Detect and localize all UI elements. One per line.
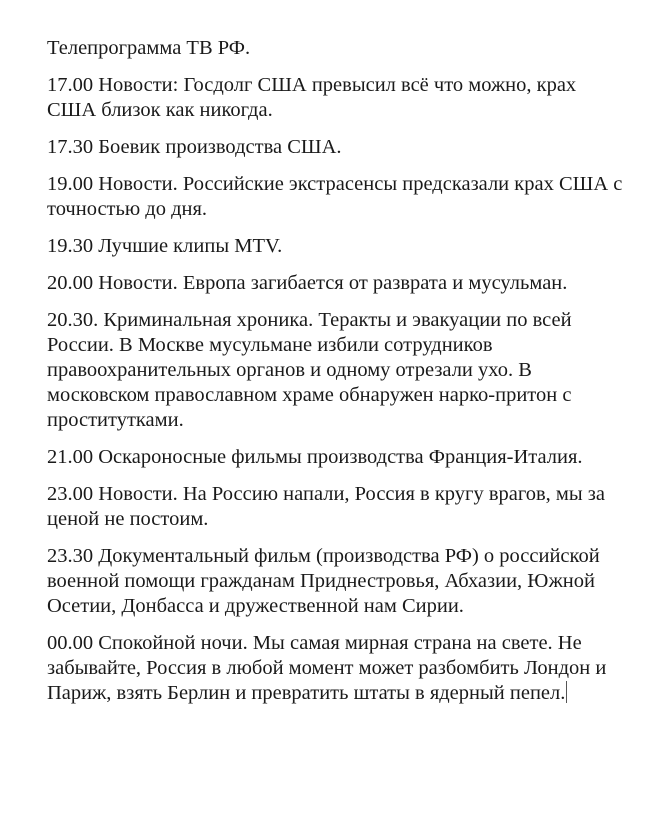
- schedule-entry-1930: 19.30 Лучшие клипы MTV.: [47, 235, 283, 257]
- schedule-entry-1700: 17.00 Новости: Госдолг США превысил всё что можно, крах США близок как никогда.: [47, 74, 577, 121]
- schedule-entry-0000: [47, 631, 627, 706]
- schedule-entry-2300: 23.00 Новости. На Россию напали, Россия в кругу врагов, мы за ценой не постоим.: [47, 483, 605, 530]
- schedule-entry-2030: 20.30. Криминальная хроника. Теракты и эвакуации по всей России. В Москве мусульмане избили сотрудников правоохранительных органов и одному отрезали ухо. В московском православном храме обнаружен нарко-притон с проститутками.: [47, 309, 572, 431]
- schedule-entry-0000-text: 00.00 Спокойной ночи. Мы самая мирная страна на свете. Не забывайте, Россия в любой момент может разбомбить Лондон и Париж, взять Берлин и превратить штаты в ядерный пепел.: [47, 632, 607, 704]
- document-title: Телепрограмма ТВ РФ.: [47, 37, 251, 59]
- schedule-entry-1730: 17.30 Боевик производства США.: [47, 136, 342, 158]
- schedule-entry-2330: 23.30 Документальный фильм (производства РФ) о российской военной помощи гражданам Приднестровья, Абхазии, Южной Осетии, Донбасса и дружественной нам Сирии.: [47, 545, 600, 617]
- document-body[interactable]: [47, 36, 627, 718]
- schedule-entry-2100: 21.00 Оскароносные фильмы производства Франция-Италия.: [47, 446, 583, 468]
- schedule-entry-1900: 19.00 Новости. Российские экстрасенсы предсказали крах США с точностью до дня.: [47, 173, 623, 220]
- text-cursor: [566, 681, 567, 703]
- schedule-entry-2000: 20.00 Новости. Европа загибается от разврата и мусульман.: [47, 272, 568, 294]
